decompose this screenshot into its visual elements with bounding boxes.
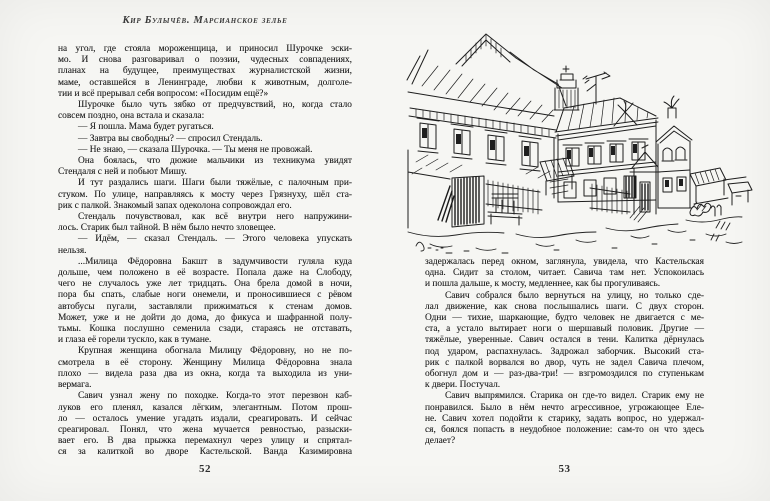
text-line: понравился. Было в нём нечто агрессивное, угрожающее Еле- [425,402,704,413]
text-line: лось. Старик был тайной. В нём было нечто зловещее. [58,223,276,234]
text-line: вает его. В два прыжка перемахнул через улицу и спрятал- [58,436,352,447]
text-line: дольше, чем положено в её возрасте. Попала даже на Слободу, [58,268,352,279]
text-line: Савич узнал жену по походке. Когда-то этот перезвон каб- [78,391,352,402]
text-line: мо. И снова разговаривал о поэзии, чудесных совпадениях, [58,55,352,66]
text-line: обогнул дом и — раз-два-три! — взгромоздился по ступенькам [425,369,704,380]
text-line: тии и всё прерывал себя вопросом: «Посидим ещё?» [58,88,269,99]
text-line: тяжёлые, уверенные. Савич остался в тени. Калитка дёрнулась [425,335,704,346]
text-line: вермага. [58,380,92,391]
text-line: плохо — видела раза два из окна, когда та выходила из уни- [58,368,352,379]
text-line: Стендаль почувствовал, как всё внутри него напружини- [78,212,352,223]
text-line: Савич выпрямился. Старика он где-то видел. Старик ему не [445,391,704,402]
text-line: маме, оставшейся в Ленинграде, любви к животным, долголе- [58,77,352,88]
houses-linework [407,34,752,228]
street-sketch-svg [406,22,754,257]
text-line: и глаза её горели тускло, как в тумане. [58,335,212,346]
text-line: стуком. По улице, направляясь к мосту через Грязнуху, шёл ста- [58,189,352,200]
text-line: Савич собрался было вернуться на улицу, но только сде- [445,290,704,301]
text-line: рик с палкой ворвался во двор, чуть не задел Савича плечом, [425,357,704,368]
text-line: Может, уже и не дойти до дома, до фикуса и шафранной полу- [58,312,352,323]
text-line: делает? [425,436,456,447]
page-number-left: 52 [199,463,211,475]
text-line: под ударом, распахнулась. Задрожал заборчик. Высокий ста- [425,346,704,357]
text-line: И тут раздались шаги. Шаги были тяжёлые, с палочным при- [78,178,352,189]
text-line: не. Савич хотел подойти к старику, задать вопрос, но удержал- [425,413,704,424]
street-sketch-illustration [406,22,754,257]
right-page-text-column [425,257,704,447]
left-page-text-column [58,44,352,459]
text-line: рик с палкой. Знакомый запах одеколона сопровождал его. [58,200,292,211]
text-line: ...Милица Фёдоровна Бакшт в задумчивости гуляла куда [78,256,352,267]
text-line: автобусы пугали, заставляли прижиматься к стенам домов. [58,301,352,312]
text-line: смотрела в её сторону. Женщину Милица Фёдоровна знала [58,357,352,368]
text-line: чего не случалось уже лет тридцать. Она брела домой в ночи, [58,279,352,290]
text-line: планах на будущее, преимуществах журналистской жизни, [58,66,352,77]
text-line: нельзя. [58,245,87,256]
text-line: Крупная женщина обогнала Милицу Фёдоровну, но не по- [78,346,352,357]
text-line: Она боялась, что дюжие мальчики из техникума увидят [78,156,352,167]
text-line: луков его пленял, казался лёгким, элегантным. Потом прош- [58,402,352,413]
text-line: — Идём, — сказал Стендаль. — Этого человека упускать [78,234,352,245]
text-line: пора бы спать, слабые ноги онемели, и проносившиеся с рёвом [58,290,352,301]
text-line: ста, а устало вытирает ноги о шершавый половик. Другие — [425,324,704,335]
text-line: Шурочке было чуть зябко от предчувствий, но, когда стало [78,100,352,111]
text-line: на угол, где стояла мороженщица, и приносил Шурочке эски- [58,44,352,54]
text-line: к двери. Постучал. [425,380,501,391]
text-line: одна. Сидит за столом, читает. Савича там нет. Успокоилась [425,268,704,279]
text-line: ло — осталось умение угадать издали, среагировать. И сейчас [58,413,352,424]
text-line: и пошла дальше, к мосту, медленнее, как бы прогуливаясь. [425,279,661,290]
text-line: ся за калиткой во дворе Кастельской. Ванда Казимировна [58,447,352,458]
text-line: среагировал. Понял, что жена мучается ревностью, разыски- [58,424,352,435]
text-line: совсем поздно, она встала и сказала: [58,111,205,122]
text-line: — Не знаю, — сказала Шурочка. — Ты меня не провожай. [78,144,313,155]
text-line: Стендаля с ней и побьют Мишу. [58,167,187,178]
text-line: тьмы. Кошка послушно семенила сзади, стараясь не отставать, [58,324,352,335]
running-header: Кир Булычёв. Марсианское зелье [122,15,288,26]
text-line: задержалась перед окном, заглянула, увидела, что Кастельская [425,257,704,267]
text-line: — Я пошла. Мама будет ругаться. [78,122,214,133]
text-line: Одни — тихие, шаркающие, будто человек не двигается с ме- [425,313,704,324]
page-number-right: 53 [558,463,571,475]
text-line: — Завтра вы свободны? — спросил Стендаль. [78,133,263,144]
text-line: лал движение, как снова послышались шаги. С двух сторон. [425,301,704,312]
text-line: ся, боялся попасть в неудобное положение: сам-то он что здесь [425,425,704,436]
